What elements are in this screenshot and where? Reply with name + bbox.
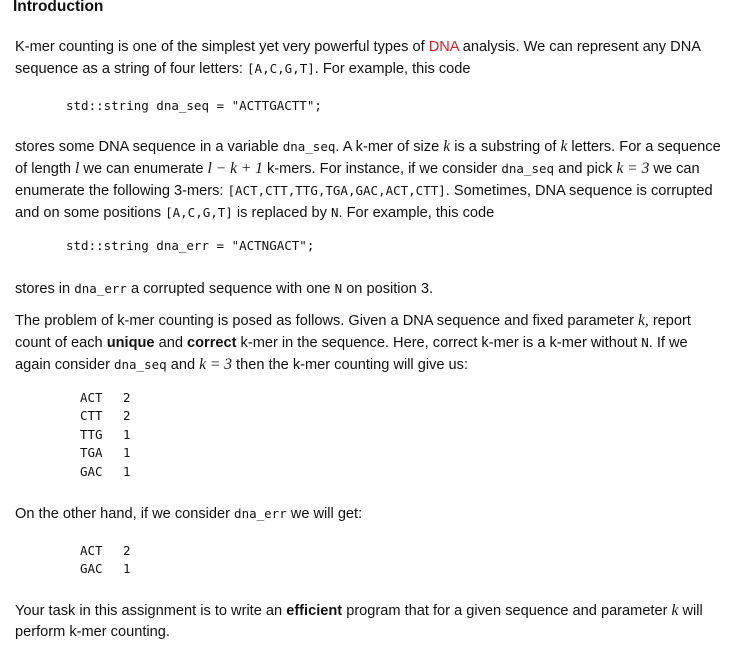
inline-code: dna_seq — [501, 161, 555, 176]
text: . A k-mer of size — [335, 139, 444, 155]
math: k, — [638, 312, 649, 329]
count: 1 — [123, 561, 131, 577]
inline-code: N — [330, 205, 339, 220]
text: is replaced by — [232, 205, 331, 221]
text: k-mer in the sequence. Here, correct k-mer is a k-mer without — [236, 335, 642, 351]
paragraph-dna-err — [15, 278, 725, 300]
kmer: GAC — [80, 463, 103, 479]
math: k = 3 — [616, 160, 650, 177]
inline-code: N — [334, 281, 343, 296]
text: k-mers. For instance, if we consider — [262, 161, 502, 177]
text: . For example, this code — [314, 61, 471, 77]
count: 2 — [123, 390, 131, 405]
text: . For example, this code — [338, 205, 495, 221]
table-row — [80, 463, 131, 481]
text: is a substring of — [450, 139, 561, 155]
section-heading: Introduction — [13, 0, 104, 15]
text: we can enumerate — [79, 161, 208, 177]
kmer: TTG — [80, 426, 103, 442]
bold-text: correct — [187, 335, 237, 351]
code-block-dna-err: std::string dna_err = "ACTNGACT"; — [66, 238, 315, 253]
dna-highlight: DNA — [428, 39, 459, 55]
text: then the k-mer counting will give us: — [231, 357, 469, 373]
inline-code: [ACT,CTT,TTG,TGA,GAC,ACT,CTT] — [227, 183, 446, 198]
paragraph-task — [15, 600, 725, 643]
text: and — [154, 335, 187, 351]
table-row — [80, 444, 131, 462]
text: we will get: — [286, 506, 363, 522]
code-block-dna-seq: std::string dna_seq = "ACTTGACTT"; — [66, 98, 322, 113]
bold-text: unique — [106, 335, 155, 351]
paragraph-kmer-definition — [15, 136, 725, 224]
count: 2 — [123, 543, 131, 558]
text: K-mer counting is one of the simplest yet very powerful types of — [15, 39, 429, 55]
kmer: CTT — [80, 408, 103, 424]
kmer: ACT — [80, 543, 103, 558]
text: and pick — [554, 161, 617, 177]
inline-code: dna_err — [234, 506, 287, 521]
paragraph-problem — [15, 310, 725, 376]
text: program that for a given sequence and parameter — [342, 603, 672, 619]
text: . If we again consider — [15, 335, 688, 373]
text: Your task in this assignment is to write an — [15, 603, 287, 619]
kmer: ACT — [80, 390, 103, 405]
text: analysis. We can represent any DNA sequence as a string of four letters: — [15, 39, 701, 77]
table-row — [80, 542, 131, 560]
inline-code: [A,C,G,T] — [165, 205, 233, 220]
count: 1 — [123, 445, 131, 461]
math: k — [671, 602, 679, 619]
inline-code: dna_seq — [113, 357, 167, 372]
paragraph-other-hand — [15, 503, 725, 525]
text: . Sometimes, DNA sequence is corrupted and on some positions — [15, 183, 713, 221]
inline-code: [A,C,G,T] — [247, 61, 315, 76]
math: k — [443, 138, 451, 155]
kmer-count-table-err — [80, 542, 131, 579]
table-row — [80, 560, 131, 578]
text: and — [166, 357, 200, 373]
text: a corrupted sequence with one — [126, 281, 335, 297]
text: we can enumerate the following 3-mers: — [15, 161, 700, 199]
kmer: TGA — [80, 445, 103, 461]
text: The problem of k-mer counting is posed as follows. Given a DNA sequence and fixed parameter — [15, 313, 638, 329]
inline-code: N — [641, 335, 649, 350]
bold-text: efficient — [286, 603, 343, 619]
math: l — [75, 160, 80, 177]
inline-code: dna_err — [74, 281, 127, 296]
kmer: GAC — [80, 561, 103, 577]
count: 1 — [123, 463, 131, 479]
text: On the other hand, if we consider — [15, 506, 235, 522]
count: 1 — [123, 426, 131, 442]
text: stores in — [15, 281, 75, 297]
count: 2 — [123, 408, 131, 424]
text: report count of each — [15, 313, 691, 351]
math: l − k + 1 — [207, 160, 263, 177]
text: will perform k-mer counting. — [15, 603, 703, 640]
table-row — [80, 389, 131, 407]
math: k — [560, 138, 568, 155]
kmer-count-table-seq — [80, 389, 131, 481]
math: k = 3 — [199, 356, 232, 373]
table-row — [80, 426, 131, 444]
text: letters. For a sequence of length — [15, 139, 721, 177]
text: stores some DNA sequence in a variable — [15, 139, 283, 155]
table-row — [80, 407, 131, 425]
inline-code: dna_seq — [282, 139, 336, 154]
text: on position 3. — [342, 281, 434, 297]
paragraph-intro — [15, 37, 725, 80]
